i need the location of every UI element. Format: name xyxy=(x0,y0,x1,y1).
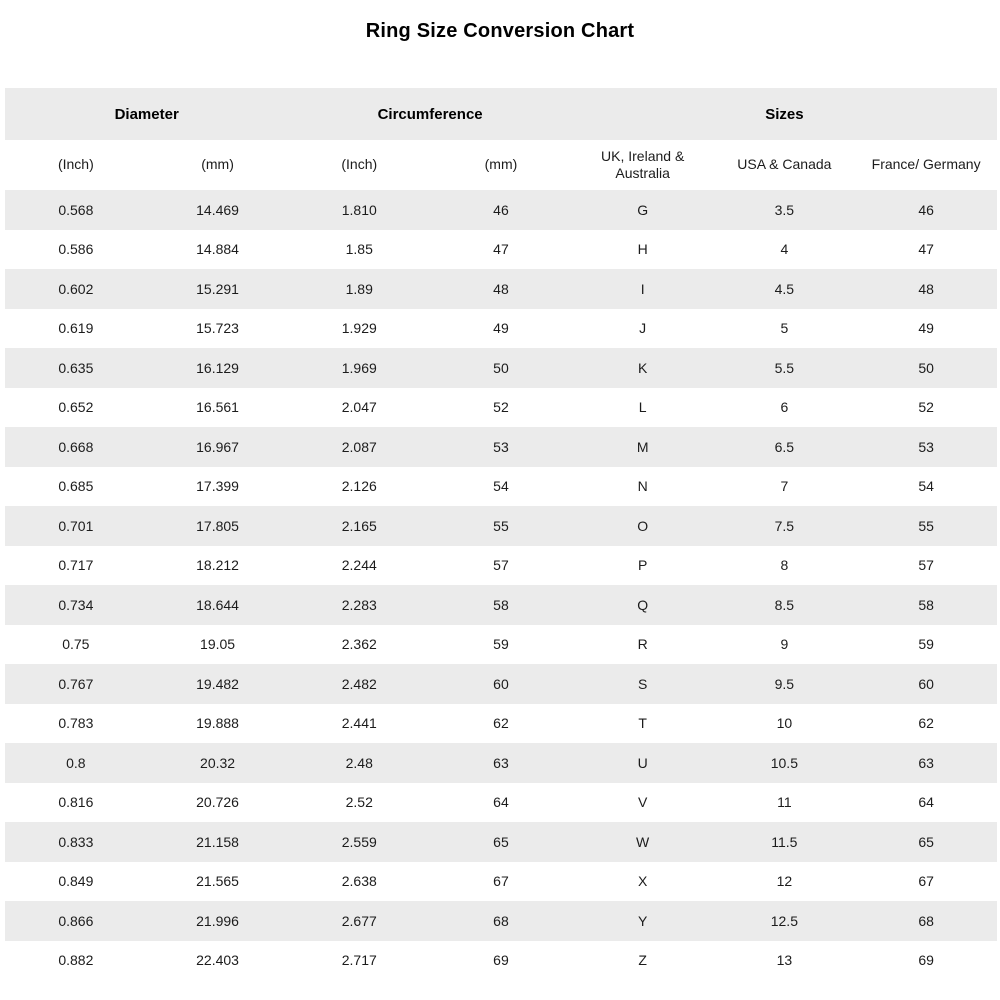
table-cell: 2.48 xyxy=(345,754,373,771)
table-row xyxy=(5,467,997,507)
table-cell: 2.677 xyxy=(341,912,377,929)
table-row xyxy=(5,901,997,941)
table-cell: 10 xyxy=(776,715,793,732)
table-cell: V xyxy=(637,794,648,811)
page-title: Ring Size Conversion Chart xyxy=(365,20,635,42)
table-row xyxy=(5,664,997,704)
table-cell: 64 xyxy=(918,794,934,811)
table-cell: H xyxy=(637,241,648,258)
table-cell: 2.441 xyxy=(341,715,377,732)
table-cell: 60 xyxy=(918,675,934,692)
column-header-diameter-inch: (Inch) xyxy=(5,140,147,190)
column-header-france-germany: France/ Germany xyxy=(855,140,997,190)
table-cell: 59 xyxy=(918,636,934,653)
table-cell: G xyxy=(637,201,649,218)
table-cell: 46 xyxy=(918,201,934,218)
table-cell: 9 xyxy=(780,636,789,653)
table-cell: 2.165 xyxy=(341,517,377,534)
table-cell: 1.85 xyxy=(345,241,373,258)
table-cell: 54 xyxy=(493,478,509,495)
table-row xyxy=(5,743,997,783)
table-cell: S xyxy=(637,675,648,692)
table-cell: 16.561 xyxy=(196,399,239,416)
table-cell: J xyxy=(639,320,647,337)
table-cell: 13 xyxy=(776,952,793,969)
table-cell: 14.884 xyxy=(196,241,239,258)
table-cell: 20.726 xyxy=(196,794,239,811)
table-cell: M xyxy=(636,438,649,455)
table-cell: 0.849 xyxy=(58,873,94,890)
table-cell: 60 xyxy=(493,675,509,692)
table-cell: 47 xyxy=(493,241,509,258)
table-cell: 1.929 xyxy=(341,320,377,337)
table-cell: 0.717 xyxy=(58,557,94,574)
table-cell: 57 xyxy=(918,557,934,574)
table-row xyxy=(5,309,997,349)
table-cell: 0.586 xyxy=(58,241,94,258)
table-cell: 2.482 xyxy=(341,675,377,692)
table-cell: I xyxy=(640,280,645,297)
table-cell: 49 xyxy=(493,320,509,337)
table-cell: 20.32 xyxy=(200,754,236,771)
table-cell: 1.89 xyxy=(345,280,373,297)
table-row xyxy=(5,822,997,862)
table-cell: 12.5 xyxy=(770,912,798,929)
table-cell: U xyxy=(637,754,648,771)
group-header-circumference: Circumference xyxy=(288,88,571,140)
table-cell: 69 xyxy=(918,952,934,969)
table-cell: 47 xyxy=(918,241,934,258)
table-cell: 9.5 xyxy=(774,675,795,692)
table-cell: 2.717 xyxy=(341,952,377,969)
table-cell: 57 xyxy=(493,557,509,574)
table-row xyxy=(5,427,997,467)
column-header-uk-ireland-australia: UK, Ireland & Australia xyxy=(572,140,714,190)
table-cell: 69 xyxy=(493,952,509,969)
table-cell: 15.291 xyxy=(196,280,239,297)
table-cell: 2.244 xyxy=(341,557,377,574)
table-cell: 0.833 xyxy=(58,833,94,850)
table-cell: X xyxy=(637,873,648,890)
table-cell: 0.734 xyxy=(58,596,94,613)
table-cell: 21.565 xyxy=(196,873,239,890)
table-cell: 53 xyxy=(918,438,934,455)
table-cell: W xyxy=(636,833,650,850)
table-cell: 21.158 xyxy=(196,833,239,850)
table-cell: 7.5 xyxy=(774,517,795,534)
table-cell: 6.5 xyxy=(774,438,795,455)
table-cell: 19.888 xyxy=(196,715,239,732)
table-row xyxy=(5,190,997,230)
table-cell: 11.5 xyxy=(771,833,798,850)
table-cell: 48 xyxy=(918,280,934,297)
table-cell: Y xyxy=(637,912,648,929)
table-cell: 0.882 xyxy=(58,952,94,969)
table-cell: 4 xyxy=(780,241,789,258)
table-cell: 0.767 xyxy=(58,675,94,692)
table-cell: T xyxy=(638,715,647,732)
table-row xyxy=(5,585,997,625)
table-cell: Z xyxy=(638,952,647,969)
table-cell: 2.087 xyxy=(341,438,377,455)
table-cell: 62 xyxy=(918,715,934,732)
table-cell: 59 xyxy=(493,636,509,653)
table-cell: 58 xyxy=(918,596,934,613)
table-cell: Q xyxy=(637,596,649,613)
table-cell: 22.403 xyxy=(196,952,239,969)
table-cell: 2.559 xyxy=(341,833,377,850)
table-cell: L xyxy=(638,399,647,416)
table-cell: 0.816 xyxy=(58,794,94,811)
column-header-circumference-mm: (mm) xyxy=(430,140,572,190)
table-row xyxy=(5,941,997,981)
table-cell: 5 xyxy=(780,320,789,337)
table-cell: 17.805 xyxy=(196,517,239,534)
table-cell: 14.469 xyxy=(196,201,239,218)
table-cell: 2.638 xyxy=(341,873,377,890)
table-cell: 52 xyxy=(493,399,509,416)
table-header xyxy=(5,88,997,190)
table-cell: 0.635 xyxy=(58,359,94,376)
table-row xyxy=(5,546,997,586)
column-header-diameter-mm: (mm) xyxy=(147,140,289,190)
table-cell: O xyxy=(637,517,649,534)
table-cell: 63 xyxy=(493,754,509,771)
table-row xyxy=(5,704,997,744)
table-cell: 2.52 xyxy=(345,794,373,811)
table-cell: 17.399 xyxy=(196,478,239,495)
table-cell: R xyxy=(637,636,648,653)
table-cell: 2.047 xyxy=(341,399,377,416)
table-cell: 2.362 xyxy=(341,636,377,653)
table-cell: 2.126 xyxy=(341,478,377,495)
table-cell: 0.619 xyxy=(58,320,94,337)
group-header-sizes: Sizes xyxy=(572,88,997,140)
table-cell: 46 xyxy=(493,201,509,218)
table-row xyxy=(5,388,997,428)
column-header-row xyxy=(5,140,997,190)
table-cell: N xyxy=(637,478,648,495)
table-cell: 0.783 xyxy=(58,715,94,732)
table-cell: 18.212 xyxy=(196,557,239,574)
table-cell: 2.283 xyxy=(341,596,377,613)
table-cell: 10.5 xyxy=(770,754,798,771)
table-cell: P xyxy=(637,557,648,574)
table-cell: 54 xyxy=(918,478,934,495)
table-row xyxy=(5,506,997,546)
table-cell: 15.723 xyxy=(196,320,239,337)
table-row xyxy=(5,625,997,665)
group-header-row xyxy=(5,88,997,140)
table-cell: 4.5 xyxy=(774,280,795,297)
table-cell: 19.482 xyxy=(196,675,239,692)
table-cell: 53 xyxy=(493,438,509,455)
table-cell: 55 xyxy=(918,517,934,534)
table-cell: 7 xyxy=(780,478,789,495)
table-cell: 12 xyxy=(776,873,793,890)
table-row xyxy=(5,230,997,270)
table-cell: 0.668 xyxy=(58,438,94,455)
table-row xyxy=(5,269,997,309)
table-cell: 18.644 xyxy=(196,596,239,613)
table-row xyxy=(5,862,997,902)
table-cell: 19.05 xyxy=(200,636,236,653)
table-cell: 8 xyxy=(780,557,789,574)
table-cell: 68 xyxy=(918,912,934,929)
table-cell: 11 xyxy=(777,794,792,811)
table-body xyxy=(5,190,997,980)
table-cell: 48 xyxy=(493,280,509,297)
table-cell: 16.967 xyxy=(196,438,239,455)
table-cell: 65 xyxy=(918,833,934,850)
ring-size-conversion-table xyxy=(5,88,997,980)
table-cell: 6 xyxy=(780,399,789,416)
table-cell: 63 xyxy=(918,754,934,771)
table-cell: 16.129 xyxy=(196,359,239,376)
table-cell: 68 xyxy=(493,912,509,929)
column-header-usa-canada: USA & Canada xyxy=(714,140,856,190)
table-cell: 50 xyxy=(918,359,934,376)
table-cell: 8.5 xyxy=(774,596,795,613)
table-cell: 1.969 xyxy=(341,359,377,376)
table-cell: 0.602 xyxy=(58,280,94,297)
table-cell: 67 xyxy=(918,873,934,890)
table-cell: 1.810 xyxy=(341,201,377,218)
table-cell: 21.996 xyxy=(196,912,239,929)
table-cell: 49 xyxy=(918,320,934,337)
table-cell: 0.652 xyxy=(58,399,94,416)
table-cell: 55 xyxy=(493,517,509,534)
table-cell: 0.866 xyxy=(58,912,94,929)
table-cell: 0.685 xyxy=(58,478,94,495)
table-cell: 0.75 xyxy=(62,636,90,653)
table-cell: 64 xyxy=(493,794,509,811)
table-cell: 0.8 xyxy=(66,754,86,771)
table-cell: 58 xyxy=(493,596,509,613)
table-cell: 0.568 xyxy=(58,201,94,218)
group-header-diameter: Diameter xyxy=(5,88,288,140)
table-cell: 67 xyxy=(493,873,509,890)
column-header-circumference-inch: (Inch) xyxy=(288,140,430,190)
table-row xyxy=(5,348,997,388)
table-cell: 5.5 xyxy=(774,359,795,376)
table-cell: 62 xyxy=(493,715,509,732)
table-cell: K xyxy=(637,359,648,376)
table-row xyxy=(5,783,997,823)
table-cell: 52 xyxy=(918,399,934,416)
table-cell: 0.701 xyxy=(58,517,94,534)
table-cell: 50 xyxy=(493,359,509,376)
table-cell: 3.5 xyxy=(774,201,795,218)
table-cell: 65 xyxy=(493,833,509,850)
